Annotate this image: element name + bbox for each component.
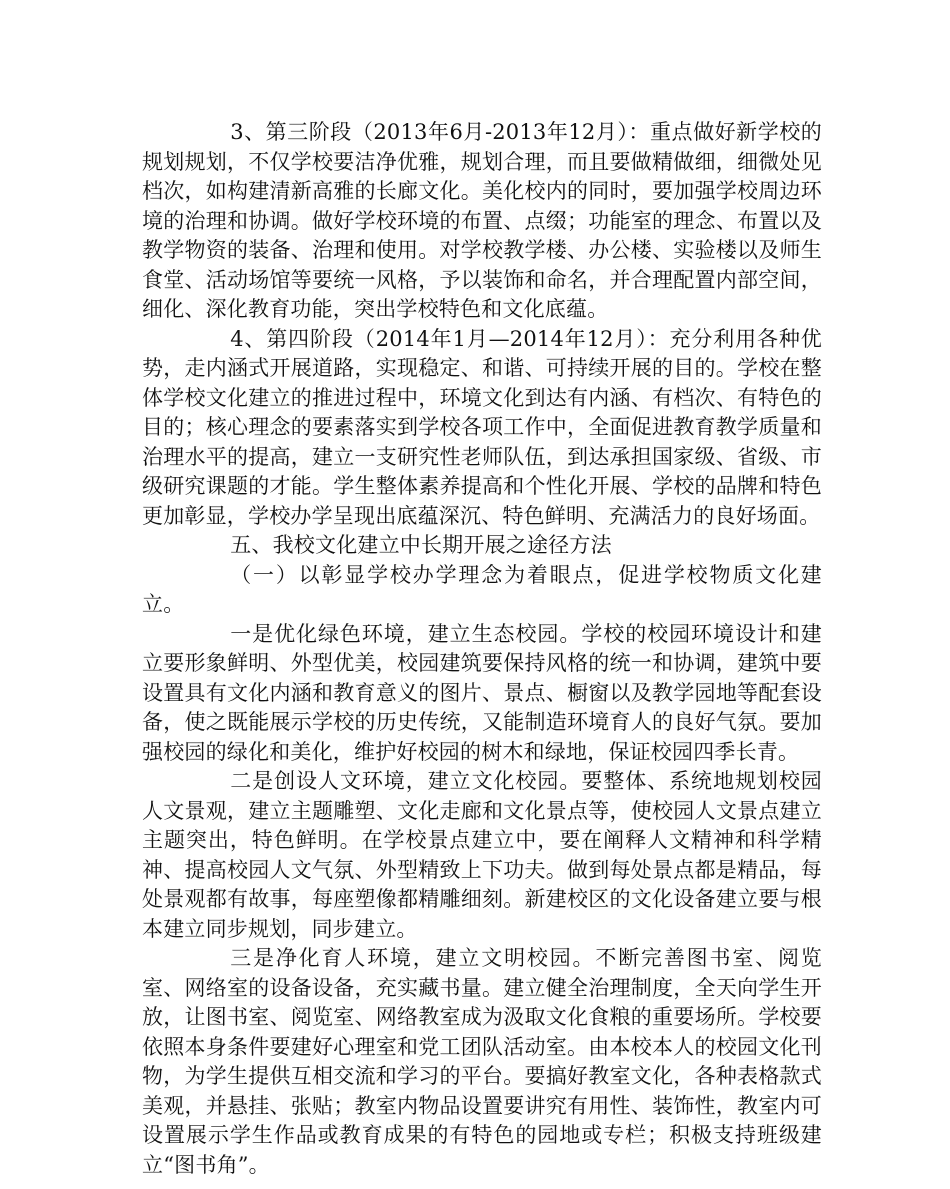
paragraph-green-environment: 一是优化绿色环境，建立生态校园。学校的校园环境设计和建立要形象鲜明、外型优美，校园建筑要保持风格的统一和协调，建筑中要设置具有文化内涵和教育意义的图片、景点、橱窗以及教学园地等配套设备，使之既能展示学校的历史传统，又能制造环境育人的良好气氛。要加强校园的绿化和美化，维护好校园的树木和绿地，保证校园四季长青。	[142, 621, 822, 764]
paragraph-humanistic-environment: 二是创设人文环境，建立文化校园。要整体、系统地规划校园人文景观，建立主题雕塑、文化走廊和文化景点等，使校园人文景点建立主题突出，特色鲜明。在学校景点建立中，要在阐释人文精神和科学精神、提高校园人文气氛、外型精致上下功夫。做到每处景点都是精品，每处景观都有故事，每座塑像都精雕细刻。新建校区的文化设备建立要与根本建立同步规划，同步建立。	[142, 769, 822, 941]
paragraph-stage-four: 4、第四阶段（2014年1月—2014年12月）：充分利用各种优势，走内涵式开展道路，实现稳定、和谐、可持续开展的目的。学校在整体学校文化建立的推进过程中，环境文化到达有内涵、有档次、有特色的目的；核心理念的要素落实到学校各项工作中，全面促进教育教学质量和治理水平的提高，建立一支研究性老师队伍，到达承担国家级、省级、市级研究课题的才能。学生整体素养提高和个性化开展、学校的品牌和特色更加彰显，学校办学呈现出底蕴深沉、特色鲜明、充满活力的良好场面。	[142, 326, 822, 528]
section-heading: 五、我校文化建立中长期开展之途径方法	[230, 533, 612, 557]
paragraph-civilized-environment: 三是净化育人环境，建立文明校园。不断完善图书室、阅览室、网络室的设备设备，充实藏书量。建立健全治理制度，全天向学生开放，让图书室、阅览室、网络教室成为汲取文化食粮的重要场所。学校要依照本身条件要建好心理室和党工团队活动室。由本校本人的校园文化刊物，为学生提供互相交流和学习的平台。要搞好教室文化，各种表格款式美观，并悬挂、张贴；教室内物品设置要讲究有用性、装饰性，教室内可设置展示学生作品或教育成果的有特色的园地或专栏；积极支持班级建立“图书角”。	[142, 946, 822, 1177]
paragraph-stage-three: 3、第三阶段（2013年6月-2013年12月）：重点做好新学校的规划规划，不仅学校要洁净优雅，规划合理，而且要做精做细，细微处见档次，如构建清新高雅的长廊文化。美化校内的同时，要加强学校周边环境的治理和协调。做好学校环境的布置、点缀；功能室的理念、布置以及教学物资的装备、治理和使用。对学校教学楼、办公楼、实验楼以及师生食堂、活动场馆等要统一风格，予以装饰和命名，并合理配置内部空间，细化、深化教育功能，突出学校特色和文化底蕴。	[142, 120, 822, 321]
document-body	[142, 118, 822, 1180]
subsection-heading: （一）以彰显学校办学理念为着眼点，促进学校物质文化建立。	[142, 562, 822, 616]
